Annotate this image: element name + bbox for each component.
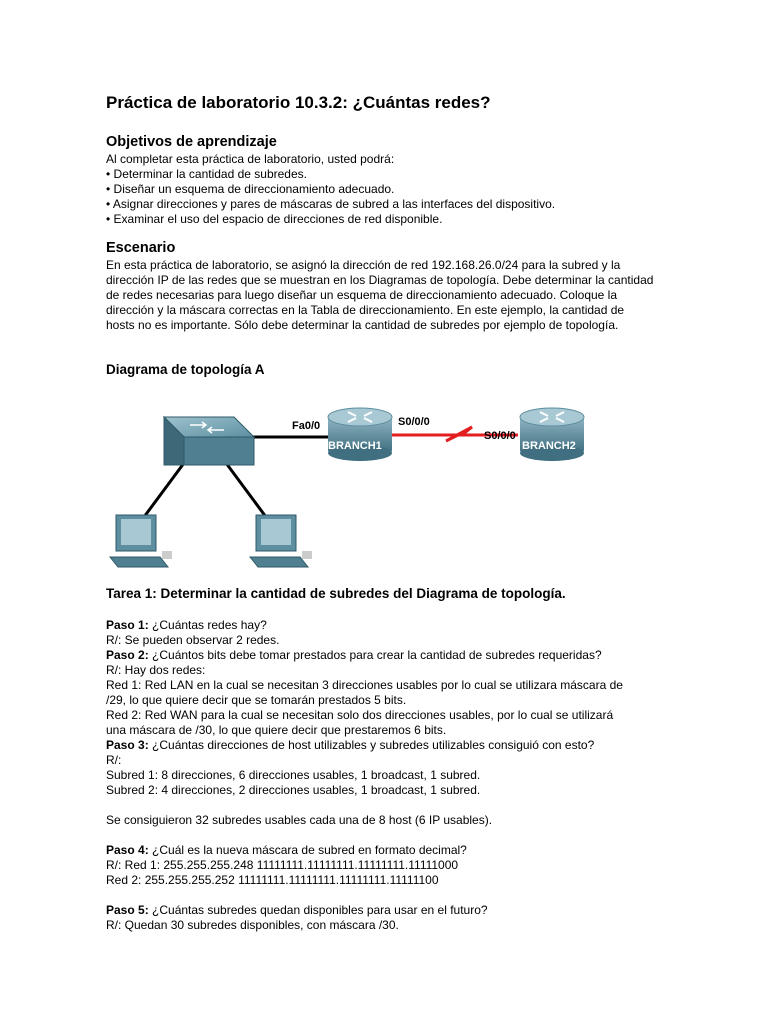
switch-pc2-link — [226, 463, 266, 517]
objective-item: • Asignar direcciones y pares de máscaras de subred a las interfaces del dispositivo. — [106, 197, 556, 211]
fa0-label: Fa0/0 — [292, 420, 321, 432]
step2-answer: una máscara de /30, lo que quiere decir que prestaremos 6 bits. — [106, 723, 447, 737]
objectives-heading: Objetivos de aprendizaje — [106, 134, 277, 150]
spacer — [106, 888, 666, 903]
pc-icon — [110, 515, 172, 567]
step3-answer: R/: — [106, 753, 122, 767]
objective-item: • Determinar la cantidad de subredes. — [106, 167, 307, 181]
objectives-intro: Al completar esta práctica de laboratorio, usted podrá: — [106, 152, 395, 166]
s000-branch1-label: S0/0/0 — [398, 416, 430, 428]
task1-heading: Tarea 1: Determinar la cantidad de subredes del Diagrama de topología. — [106, 586, 566, 601]
step4-answer: Red 2: 255.255.255.252 11111111.11111111.11111111.11111100 — [106, 873, 439, 887]
step5-label: Paso 5: — [106, 903, 149, 917]
step4-label: Paso 4: — [106, 843, 149, 857]
step2-question: Paso 2: ¿Cuántos bits debe tomar prestados para crear la cantidad de subredes requeridas? — [106, 648, 602, 662]
step3-label: Paso 3: — [106, 738, 149, 752]
topology-heading: Diagrama de topología A — [106, 362, 265, 377]
step2-label: Paso 2: — [106, 648, 149, 662]
objective-item: • Examinar el uso del espacio de direcciones de red disponible. — [106, 212, 443, 226]
step5-answer: R/: Quedan 30 subredes disponibles, con máscara /30. — [106, 918, 399, 932]
step4-question: Paso 4: ¿Cuál es la nueva máscara de subred en formato decimal? — [106, 843, 467, 857]
step2-answer: Red 2: Red WAN para la cual se necesitan solo dos direcciones usables, por lo cual se utilizará — [106, 708, 614, 722]
branch1-label: BRANCH1 — [328, 440, 382, 452]
pc-icon — [250, 515, 312, 567]
step2-answer: /29, lo que quiere decir que se tomarán prestados 5 bits. — [106, 693, 407, 707]
step5-question: Paso 5: ¿Cuántas subredes quedan disponibles para usar en el futuro? — [106, 903, 488, 917]
step2-answer: R/: Hay dos redes: — [106, 663, 206, 677]
step3-answer: Subred 1: 8 direcciones, 6 direcciones usables, 1 broadcast, 1 subred. — [106, 768, 481, 782]
branch2-label: BRANCH2 — [522, 440, 576, 452]
router-icon — [520, 408, 584, 461]
topology-diagram — [106, 395, 606, 575]
step2-answer: Red 1: Red LAN en la cual se necesitan 3 direcciones usables por lo cual se utilizara máscara de — [106, 678, 623, 692]
switch-pc1-link — [144, 463, 184, 517]
s000-branch2-label: S0/0/0 — [484, 430, 516, 442]
step4-answer: R/: Red 1: 255.255.255.248 11111111.11111111.11111111.11111000 — [106, 858, 459, 872]
step3-answer: Subred 2: 4 direcciones, 2 direcciones usables, 1 broadcast, 1 subred. — [106, 783, 481, 797]
step3-summary: Se consiguieron 32 subredes usables cada una de 8 host (6 IP usables). — [106, 813, 493, 827]
task1-steps — [106, 618, 666, 933]
step3-question: Paso 3: ¿Cuántas direcciones de host utilizables y subredes utilizables consiguió con esto? — [106, 738, 595, 752]
objective-item: • Diseñar un esquema de direccionamiento adecuado. — [106, 182, 395, 196]
spacer — [106, 828, 666, 843]
step1-answer: R/: Se pueden observar 2 redes. — [106, 633, 280, 647]
objectives-section — [106, 152, 666, 227]
step1-question: Paso 1: ¿Cuántas redes hay? — [106, 618, 267, 632]
page-title: Práctica de laboratorio 10.3.2: ¿Cuántas redes? — [106, 93, 491, 112]
scenario-heading: Escenario — [106, 240, 176, 256]
switch-icon — [164, 417, 254, 465]
spacer — [106, 798, 666, 813]
step1-label: Paso 1: — [106, 618, 149, 632]
scenario-text: En esta práctica de laboratorio, se asignó la dirección de red 192.168.26.0/24 para la subred y la dirección IP de las redes que se muestran en los Diagramas de topología. Debe determinar la cantidad de redes necesarias para luego diseñar un esquema de direccionamiento adecuado. Coloque la dirección y la máscara correctas en la Tabla de direccionamiento. En este ejemplo, la cantidad de hosts no es importante. Sólo debe determinar la cantidad de subredes por ejemplo de topología. — [106, 258, 654, 332]
router-icon — [328, 408, 392, 461]
